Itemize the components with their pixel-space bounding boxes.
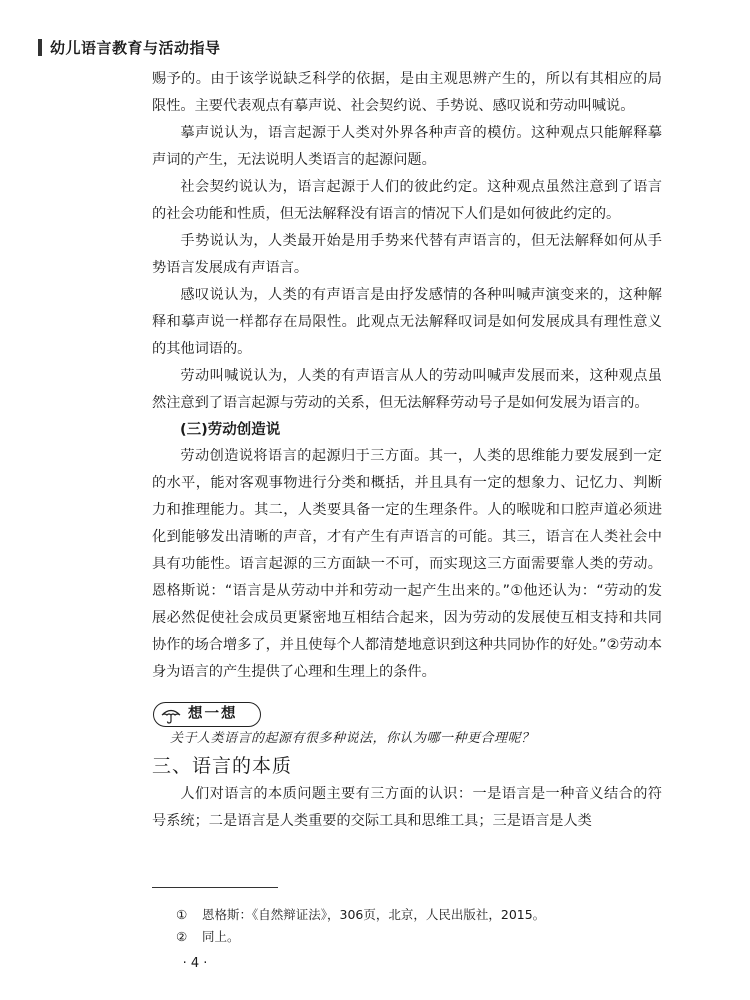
- section-title: 三、语言的本质: [152, 755, 293, 777]
- paragraph: 手势说认为，人类最开始是用手势来代替有声语言的，但无法解释如何从手势语言发展成有声语言。: [152, 233, 662, 276]
- think-question: 关于人类语言的起源有很多种说法，你认为哪一种更合理呢？: [170, 731, 535, 746]
- footnote-mark: ①: [176, 907, 188, 922]
- umbrella-icon: [160, 706, 182, 724]
- footnote: [176, 904, 545, 926]
- footnote: [176, 926, 545, 948]
- header-bar: [38, 39, 42, 56]
- subheading: (三)劳动创造说: [180, 422, 281, 438]
- book-title: 幼儿语言教育与活动指导: [50, 38, 221, 57]
- footnote-text: 同上。: [202, 929, 240, 944]
- paragraph: 劳动创造说将语言的起源归于三方面。其一，人类的思维能力要发展到一定的水平，能对客观事物进行分类和概括，并且具有一定的想象力、记忆力、判断力和推理能力。其二，人类要具备一定的生理条件。人的喉咙和口腔声道必须进化到能够发出清晰的声音，才有产生有声语言的可能。其三，语言在人类社会中具有功能性。语言起源的三方面缺一不可，而实现这三方面需要靠人类的劳动。恩格斯说：“语言是从劳动中并和劳动一起产生出来的。”①他还认为：“劳动的发展必然促使社会成员更紧密地互相结合起来，因为劳动的发展使互相支持和共同协作的场合增多了，并且使每个人都清楚地意识到这种共同协作的好处。”②劳动本身为语言的产生提供了心理和生理上的条件。: [152, 448, 662, 680]
- footnote-divider: [152, 887, 278, 888]
- paragraph: 社会契约说认为，语言起源于人们的彼此约定。这种观点虽然注意到了语言的社会功能和性质，但无法解释没有语言的情况下人们是如何彼此约定的。: [152, 179, 662, 222]
- footnote-mark: ②: [176, 929, 188, 944]
- think-box: [153, 702, 261, 727]
- paragraph: 人们对语言的本质问题主要有三方面的认识：一是语言是一种音义结合的符号系统；二是语言是人类重要的交际工具和思维工具；三是语言是人类: [152, 786, 662, 829]
- footnote-text: 恩格斯：《自然辩证法》，306页，北京，人民出版社，2015。: [202, 907, 546, 922]
- paragraph: 摹声说认为，语言起源于人类对外界各种声音的模仿。这种观点只能解释摹声词的产生，无法说明人类语言的起源问题。: [152, 125, 662, 168]
- paragraph: 感叹说认为，人类的有声语言是由抒发感情的各种叫喊声演变来的，这种解释和摹声说一样都存在局限性。此观点无法解释叹词是如何发展成具有理性意义的其他词语的。: [152, 287, 662, 357]
- page-number: · 4 ·: [182, 956, 208, 971]
- footnotes: [176, 904, 545, 948]
- running-header: [38, 37, 221, 57]
- paragraph: 赐予的。由于该学说缺乏科学的依据，是由主观思辨产生的，所以有其相应的局限性。主要代表观点有摹声说、社会契约说、手势说、感叹说和劳动叫喊说。: [152, 71, 662, 114]
- think-label: 想一想: [188, 706, 238, 722]
- paragraph: 劳动叫喊说认为，人类的有声语言从人的劳动叫喊声发展而来，这种观点虽然注意到了语言起源与劳动的关系，但无法解释劳动号子是如何发展为语言的。: [152, 368, 662, 411]
- page-content: [152, 66, 662, 835]
